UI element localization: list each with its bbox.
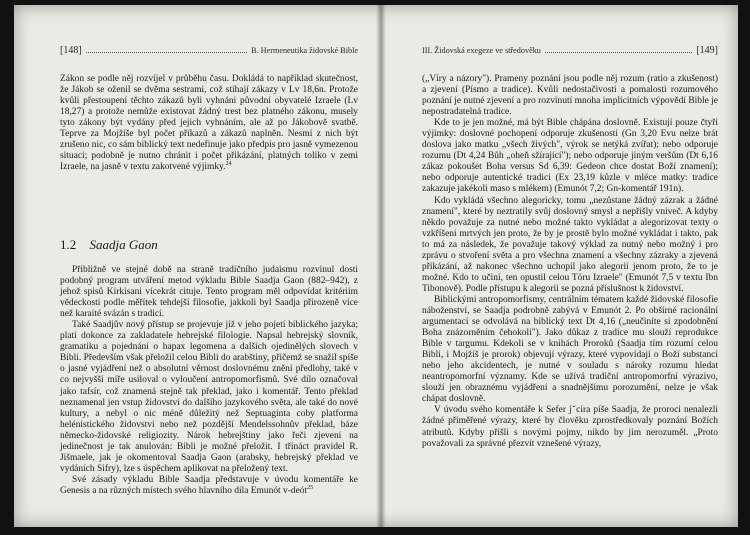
header-leader-dots: [545, 52, 692, 53]
header-leader-dots: [86, 52, 247, 53]
footnote-ref: 24: [225, 161, 232, 168]
book-gutter: [376, 5, 386, 527]
left-running-header: [60, 45, 358, 56]
right-page-number: [149]: [696, 45, 718, 56]
paragraph: V úvodu svého komentáře k Sefer jˇcíra píše Saadja, že proroci nenalezli žádné přiměřené výrazy, které by člověku zprostředkovaly poznání Božích atributů. Kdyby přišli s novými pojmy, nikdo by jim nerozuměl. „Proto považovali za správné přezvít vznešené výrazy,: [422, 405, 718, 449]
right-text-block: [422, 74, 718, 450]
right-page: [386, 5, 738, 527]
left-text-block-1: [60, 74, 358, 173]
paragraph: Kdo vykládá všechno alegoricky, tomu „nezůstane žádný zázrak a žádné znamení", které by neztratily svůj doslovný smysl a nepřišly vniveč. A kdyby někdo považuje za nutné nebo možné takto vykládat a alegorizovat texty o vzkříšení mrtvých jen proto, že by je prostě bylo možné vykládat i takto, pak to má za následek, že považuje takový výklad za nutný nebo možný i pro zprávu o stvoření světa a pro všechna znamení a všechny zázraky a zjevená přikázání, až nakonec všechno uchopil jako alegorii jenom proto, že to je možné. Kdo to učiní, ten opustil celou Tóru Izraele" (Emunót 7,5 v textu Ibn Tibonově). Podle přístupu k alegorii se pozná příslušnost k židovství.: [422, 195, 718, 294]
left-page: [14, 5, 376, 527]
paragraph: Také Saadjův nový přístup se projevuje již v jeho pojetí biblického jazyka; platí dokonce za zakladatele hebrejské filologie. Napsal hebrejský slovník, gramatiku a pojednání o hapax legomena a dalších ojedinělých slovech v Bibli. Především však přeložil celou Bibli do arabštiny, přičemž se snažil spíše o jasné vyjádření než o absolutní věrnost doslovnému znění předlohy, také v co nejvyšší míře usiloval o vyloučení antropomorfismů. Své dílo označoval jako tafsír, což znamená stejně tak překlad, jako i komentář. Tento překlad neznamenal jen vstup židovství do dalšího jazykového světa, ale také do nové kultury, a nebyl o nic méně důležitý než Septuaginta coby platforma helénistického židovství nebo než pozdější Mendelssohnův překlad, báze německo-židovské religiozity. Nárok hebrejštiny jako řeči zjevení na jedinečnost je tak anulován: Bibli je možné přeložit. I třináct pravidel R. Jišmaele, jak je okomentoval Saadja Gaon (arabsky, hebrejský překlad ve vydáních Sifry), lze s úspěchem aplikovat na přeložený text.: [60, 320, 358, 474]
paragraph: („Víry a názory"). Prameny poznání jsou podle něj rozum (ratio a zkušenost) a zjevení (Písmo a tradice). Kvůli nedostačivosti a pomalosti rozumového poznání je nutné zjevení a pro rozvinutí mnoha implicitních výpovědí Bible je nepostradatelná tradice.: [422, 74, 718, 118]
left-running-head: B. Hermeneutika židovské Bible: [251, 46, 358, 55]
section-heading: [60, 237, 158, 253]
right-running-head: III. Židovská exegeze ve středověku: [422, 46, 541, 55]
paragraph: Přibližně ve stejné době na straně tradičního judaismu rozvinul dosti podobný program utváření metod výkladu Bible Saadja Gaon (882–942), z jehož spisů Kirkisani vícekrát cituje. Tento program měl odpovídat kritériím vědeckosti podle měřítek tehdejší filosofie, jakkoli byl Saadja přirozeně více než karaité svázán s tradicí.: [60, 265, 358, 320]
footnote-ref: 25: [307, 484, 314, 491]
paragraph: Kde to je jen možné, má být Bible chápána doslovně. Existují pouze čtyři výjimky: doslovné pochopení odporuje zkušenosti (Gn 3,20 Evu nelze brát doslova jako matku „všech živých", výrok se netýká zvířat); nebo odporuje rozumu (Dt 4,24 Bůh „oheň sžírající"); nebo odporuje jiným veršům (Dt 6,16 zákaz pokoušet Boha versus Sd 6,39: Gedeon chce dostat Boží znamení); nebo odporuje autentické tradici (Ex 23,19 kůzle v mléce matky: tradice zakazuje jakékoli maso s mlékem) (Emunót 7,2; Gn-komentář 191n).: [422, 118, 718, 195]
paragraph: Své zásady výkladu Bible Saadja představuje v úvodu komentáře ke Genesis a na různých místech svého hlavního díla Emunót v-deót$^{25}$: [60, 474, 358, 496]
paragraph: Zákon se podle něj rozvíjel v průběhu času. Dokládá to například skutečnost, že Jákob se oženil se dvěma sestrami, což stíhají zákazy v Lv 18,6n. Protože kvůli přestoupení těchto zákazů byli vyhnáni původní obyvatelé Izraele (Lv 18,27) a protože nemůže existovat žádný trest bez platného zákonu, musely tyto zákony být vydány před jejich vyhnáním, ale až po Jákobově svatbě. Teprve za Mojžíše byl počet příkazů a zákazů naplněn. Nesmí z nich být zrušeno nic, co sám biblický text nedefinuje jako předpis pro jasně vymezenou situaci; podobně je nutno chránit i počet přikázání, platných toliko v zemi Izraele, na jasně v textu zakotvené výjimky.$^{24}$: [60, 74, 358, 173]
section-number: 1.2: [60, 237, 77, 252]
right-running-header: [422, 45, 718, 56]
section-title: Saadja Gaon: [89, 237, 158, 252]
paragraph: Biblickými antropomorfismy, centrálním tématem každé židovské filosofie náboženství, se Saadja podrobně zabývá v Emunót 2. Po obšírné racionální argumentaci se odvolává na biblický text Dt 4,16 („neučiníte si zpodobnění Boha znázorněním čehokoli"). Jako důkaz z tradice mu slouží reprodukce Bible v targumu. Kdekoli se v knihách Proroků (Saadja tím rozumí celou Bibli, i Mojžíš je prorok) objevují výrazy, které vypovídají o Boží substanci nebo jeho akcidentech, je nutné v souladu s nároky rozumu hledat neantropomorfní významy. Kde se užívá tradiční antropomorfní výrazivo, slouží jen obraznému vyjádření a snadnějšímu porozumění, nelze je však chápat doslovně.: [422, 294, 718, 405]
left-text-block-2: [60, 265, 358, 497]
left-page-number: [148]: [60, 45, 82, 56]
book-spread: [14, 5, 738, 527]
